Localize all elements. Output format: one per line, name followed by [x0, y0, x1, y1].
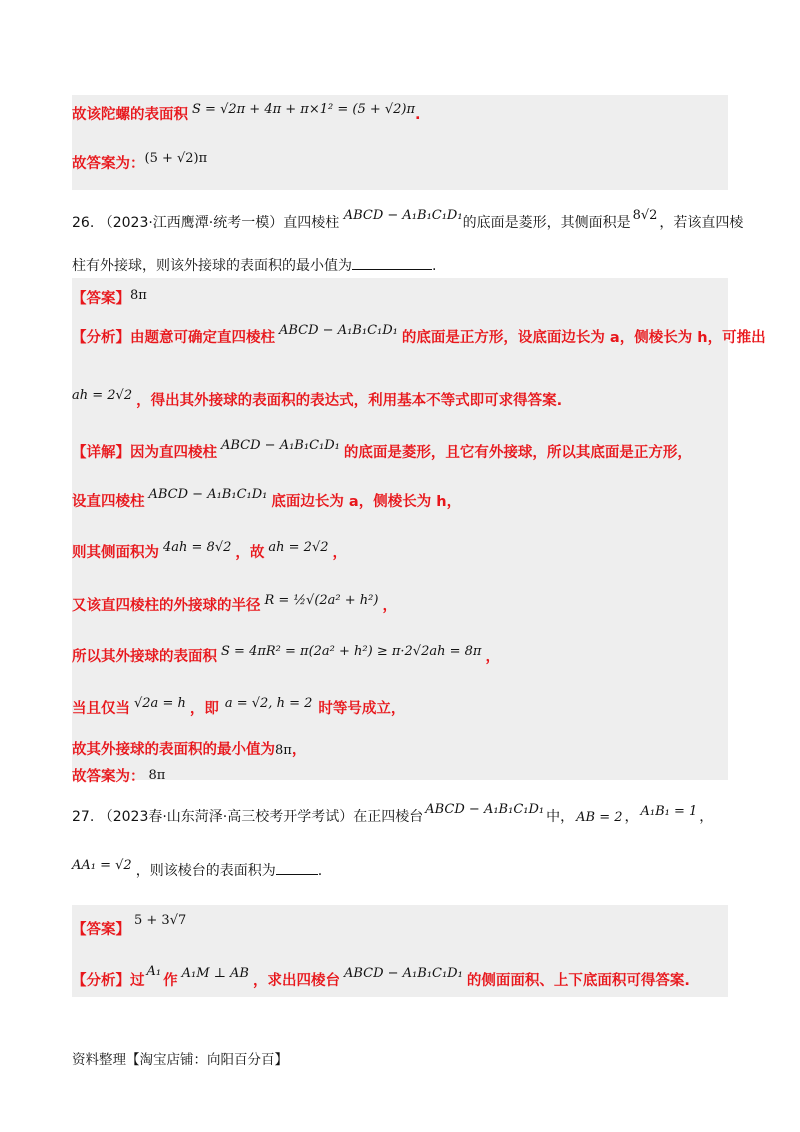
formula: ABCD − A₁B₁C₁D₁: [425, 802, 545, 817]
formula: ABCD − A₁B₁C₁D₁: [343, 966, 463, 981]
final-answer-26: 故答案为： 8π: [72, 768, 166, 785]
footer-text: 资料整理【淘宝店铺：向阳百分百】: [72, 1052, 288, 1068]
analysis-26-line-2: ah = 2√2 ，得出其外接球的表面积的表达式，利用基本不等式即可求得答案.: [72, 388, 563, 409]
formula: ABCD − A₁B₁C₁D₁: [343, 208, 463, 223]
formula: ah = 2√2: [268, 540, 329, 555]
formula: ah = 2√2: [72, 388, 133, 403]
detail-26-line-5: 所以其外接球的表面积 S = 4πR² = π(2a² + h²) ≥ π·2√2ah = 8π ，: [72, 644, 500, 665]
formula: A₁M ⊥ AB: [181, 966, 249, 981]
panel1-line-2: 故答案为：(5 + √2)π: [72, 151, 208, 172]
formula: AB = 2: [576, 810, 623, 825]
answer-blank: [352, 255, 432, 270]
formula: (5 + √2)π: [144, 151, 208, 166]
analysis-27: 【分析】过A₁作 A₁M ⊥ AB ，求出四棱台 ABCD − A₁B₁C₁D₁ 的侧面面积、上下底面积可得答案.: [72, 964, 690, 989]
formula: ABCD − A₁B₁C₁D₁: [148, 487, 268, 502]
formula: 8π: [148, 768, 166, 783]
formula: R = ½√(2a² + h²): [264, 593, 379, 608]
detail-26-line-3: 则其侧面积为 4ah = 8√2 ，故 ah = 2√2 ，: [72, 540, 347, 561]
detail-26-line-2: 设直四棱柱 ABCD − A₁B₁C₁D₁ 底面边长为 a，侧棱长为 h，: [72, 487, 462, 510]
formula: S = 4πR² = π(2a² + h²) ≥ π·2√2ah = 8π: [221, 644, 482, 659]
formula: 8√2: [632, 208, 658, 223]
answer-blank: [276, 860, 318, 875]
question-26-line-1: 26. （2023·江西鹰潭·统考一模）直四棱柱 ABCD − A₁B₁C₁D₁的底面是菱形，其侧面积是 8√2 ，若该直四棱: [72, 208, 744, 231]
formula: 5 + 3√7: [134, 913, 187, 928]
formula: S = √2π + 4π + π×1² = (5 + √2)π: [192, 102, 416, 117]
formula: ABCD − A₁B₁C₁D₁: [221, 438, 340, 453]
formula: 8π: [275, 743, 292, 758]
answer-27: 【答案】5 + 3√7: [72, 913, 187, 938]
formula: a = √2, h = 2: [224, 696, 313, 711]
formula: 4ah = 8√2: [163, 540, 232, 555]
formula: AA₁ = √2: [72, 858, 132, 873]
formula: 8π: [130, 288, 147, 303]
formula: A₁: [146, 964, 162, 979]
detail-26-line-6: 当且仅当 √2a = h ，即 a = √2, h = 2 时等号成立，: [72, 696, 406, 717]
formula: ABCD − A₁B₁C₁D₁: [279, 323, 398, 338]
formula: √2a = h: [134, 696, 186, 711]
question-26-line-2: 柱有外接球，则该外接球的表面积的最小值为 .: [72, 255, 436, 275]
detail-26-line-4: 又该直四棱柱的外接球的半径 R = ½√(2a² + h²) ，: [72, 593, 397, 614]
detail-26-line-7: 故其外接球的表面积的最小值为8π，: [72, 742, 307, 758]
question-27-line-2: AA₁ = √2 ，则该棱台的表面积为 .: [72, 858, 323, 879]
formula: A₁B₁ = 1: [640, 804, 698, 819]
answer-26: 【答案】8π: [72, 288, 147, 307]
question-27-line-1: 27. （2023春·山东菏泽·高三校考开学考试）在正四棱台 ABCD − A₁B₁C₁D₁ 中， AB = 2 ， A₁B₁ = 1 ，: [72, 802, 714, 825]
panel1-line-1: 故该陀螺的表面积 S = √2π + 4π + π×1² = (5 + √2)π.: [72, 102, 421, 123]
analysis-26-line-1: 【分析】由题意可确定直四棱柱 ABCD − A₁B₁C₁D₁ 的底面是正方形，设底面边长为 a，侧棱长为 h，可推出: [72, 323, 766, 346]
detail-26-line-1: 【详解】因为直四棱柱 ABCD − A₁B₁C₁D₁ 的底面是菱形，且它有外接球，所以其底面是正方形，: [72, 438, 692, 461]
